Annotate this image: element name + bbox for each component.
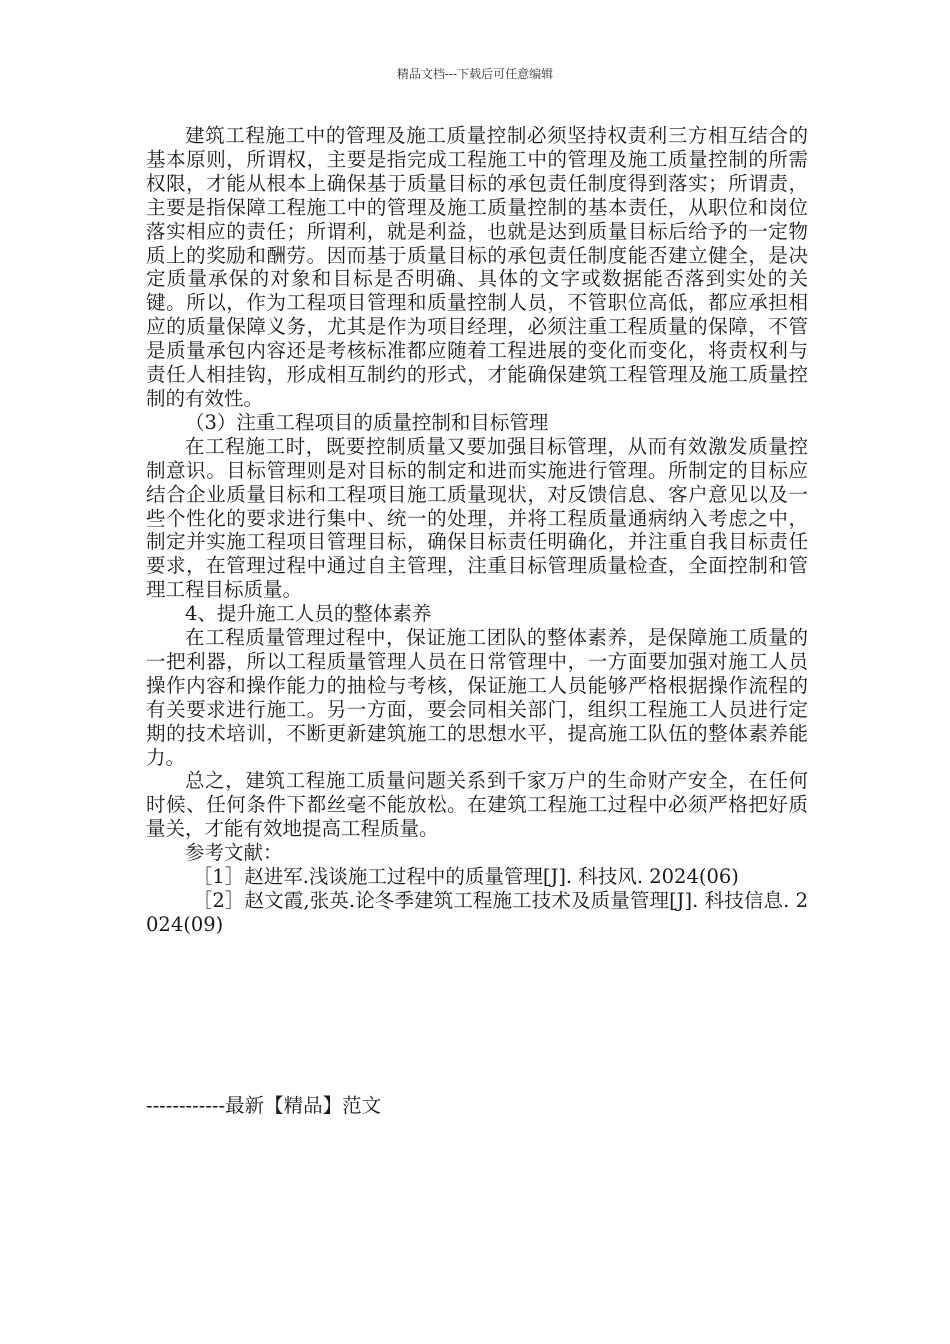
section-heading-4: 4、提升施工人员的整体素养 <box>185 602 432 626</box>
document-body <box>146 124 808 937</box>
page-header: 精品文档---下载后可任意编辑 <box>396 67 554 81</box>
section-heading-3: （3）注重工程项目的质量控制和目标管理 <box>185 410 549 434</box>
paragraph-responsibility: 建筑工程施工中的管理及施工质量控制必须坚持权责利三方相互结合的基本原则，所谓权，主要是指完成工程施工中的管理及施工质量控制的所需权限，才能从根本上确保基于质量目标的承包责任制度得到落实；所谓责，主要是指保障工程施工中的管理及施工质量控制的基本责任，从职位和岗位落实相应的责任；所谓利，就是利益，也就是达到质量目标后给予的一定物质上的奖励和酬劳。因而基于质量目标的承包责任制度能否建立健全，是决定质量承保的对象和目标是否明确、具体的文字或数据能否落到实处的关键。所以，作为工程项目管理和质量控制人员，不管职位高低，都应承担相应的质量保障义务，尤其是作为项目经理，必须注重工程质量的保障，不管是质量承包内容还是考核标准都应随着工程进展的变化而变化，将责权利与责任人相挂钩，形成相互制约的形式，才能确保建筑工程管理及施工质量控制的有效性。 <box>146 124 808 410</box>
reference-item-2: ［2］赵文霞,张英.论冬季建筑工程施工技术及质量管理[J]. 科技信息. 2024(09) <box>146 889 808 936</box>
reference-item-1: ［1］赵进军.浅谈施工过程中的质量管理[J]. 科技风. 2024(06) <box>192 865 739 889</box>
paragraph-worker-quality: 在工程质量管理过程中，保证施工团队的整体素养，是保障施工质量的一把利器，所以工程质量管理人员在日常管理中，一方面要加强对施工人员操作内容和操作能力的抽检与考核，保证施工人员能够严格根据操作流程的有关要求进行施工。另一方面，要会同相关部门，组织工程施工人员进行定期的技术培训，不断更新建筑施工的思想水平，提高施工队伍的整体素养能力。 <box>146 626 808 769</box>
references-heading: 参考文献： <box>185 841 283 865</box>
paragraph-conclusion: 总之，建筑工程施工质量问题关系到千家万户的生命财产安全，在任何时候、任何条件下都丝毫不能放松。在建筑工程施工过程中必须严格把好质量关，才能有效地提高工程质量。 <box>146 769 808 841</box>
page-footer: ------------最新【精品】范文 <box>146 1094 382 1117</box>
paragraph-target-management: 在工程施工时，既要控制质量又要加强目标管理，从而有效激发质量控制意识。目标管理则是对目标的制定和进而实施进行管理。所制定的目标应结合企业质量目标和工程项目施工质量现状，对反馈信息、客户意见以及一些个性化的要求进行集中、统一的处理，并将工程质量通病纳入考虑之中，制定并实施工程项目管理目标，确保目标责任明确化，并注重自我目标责任要求，在管理过程中通过自主管理，注重目标管理质量检查，全面控制和管理工程目标质量。 <box>146 434 808 602</box>
